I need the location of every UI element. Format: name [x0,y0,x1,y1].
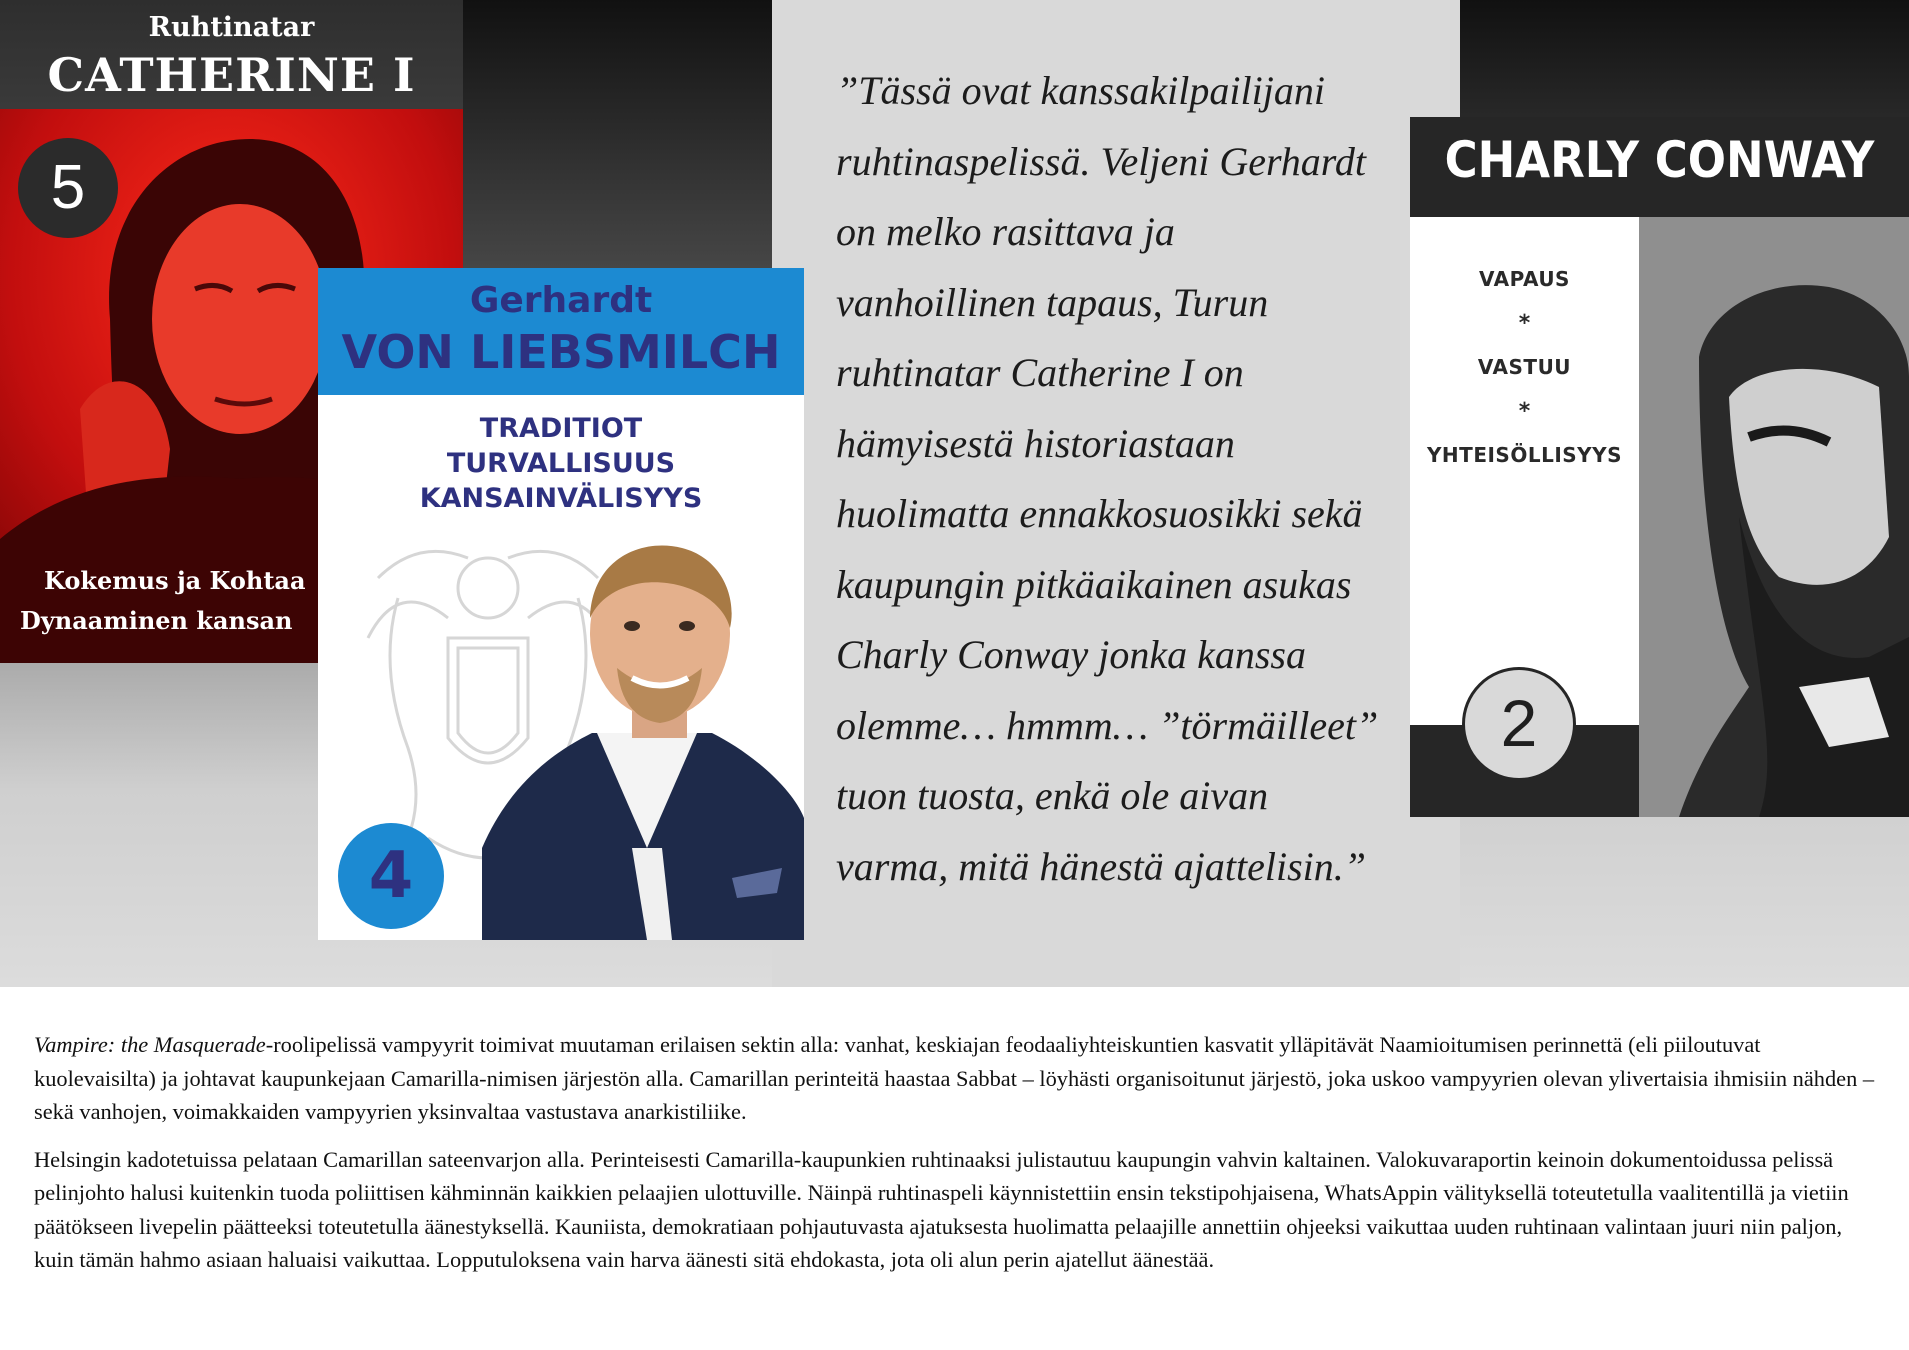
article-paragraph-2: Helsingin kadotetuissa pelataan Camarillan sateenvarjon alla. Perinteisesti Camarilla-kaupunkien ruhtinaaksi julistautuu kaupungin vahvin kaltainen. Valokuvaraportin keinoin dokumentoidussa pelissä pelinjohto halusi kuitenkin tuoda poliittisen kähminnän kaikkien pelaajien ulottuville. Näinpä ruhtinaspeli käynnistettiin ensin tekstipohjaisena, WhatsAppin välityksellä toteutetulla vaalitentillä ja vietiin päätökseen livepelin päätteeksi toteutetulla äänestyksellä. Kauniista, demokratiaan pohjautuvasta ajatuksesta huolimatta pelaajille annettiin ohjeeksi vaikuttaa uuden ruhtinaan valintaan juuri niin paljon, kuin tämän hahmo asiaan haluaisi vaikuttaa. Lopputuloksena vain harva äänesti sitä ehdokasta, jota oli alun perin ajatellut äänestää. [34,1146,1849,1272]
gerhardt-number-badge: 4 [338,823,444,929]
charly-separator-2: * [1518,399,1531,424]
charly-value-2: VASTUU [1477,355,1572,379]
gerhardt-value-3: KANSAINVÄLISYYS [419,483,703,514]
catherine-slogan-line-1: Kokemus ja Kohtaa [44,566,306,595]
gerhardt-last-name: VON LIEBSMILCH [341,325,781,379]
charly-portrait-image [1639,217,1909,817]
catherine-name: CATHERINE I [47,48,416,102]
charly-poster [1410,117,1909,817]
game-title: Vampire: the Masquerade [34,1032,266,1057]
quote-text: ”Tässä ovat kanssakilpailijani ruhtinaspelissä. Veljeni Gerhardt on melko rasittava ja vanhoillinen tapaus, Turun ruhtinatar Catherine I on hämyisestä historiastaan huolimatta ennakkosuosikki sekä kaupungin pitkäaikainen asukas Charly Conway jonka kanssa olemme… hmmm… ”törmäilleet” tuon tuosta, enkä ole aivan varma, mitä hänestä ajattelisin.” [836,68,1379,889]
article-paragraph-1 [34,1028,1884,1129]
gerhardt-poster [318,268,804,940]
charly-value-3: YHTEISÖLLISYYS [1426,443,1623,467]
charly-value-1: VAPAUS [1479,267,1570,291]
charly-number-badge: 2 [1462,667,1576,781]
gerhardt-value-1: TRADITIOT [479,413,643,444]
article-paragraph-1-text: -roolipelissä vampyyrit toimivat muutaman erilaisen sektin alla: vanhat, keskiajan feodaaliyhteiskuntien kasvatit ylläpitävät Naamioitumisen perinnettä (eli piiloutuvat kuolevaisilta) ja johtavat kaupunkejaan Camarilla-nimisen järjestön alla. Camarillan perinteitä haastaa Sabbat – löyhästi organisoitunut järjestö, joka uskoo vampyyrien olevan ylivertaisia ihmisiin nähden – sekä vanhojen, voimakkaiden vampyyrien yksinvaltaa vastustava anarkistiliike. [34,1032,1875,1124]
charly-separator-1: * [1518,311,1531,336]
catherine-slogan-line-2: Dynaaminen kansan [20,606,293,635]
gerhardt-portrait-image [482,518,804,940]
gerhardt-first-name: Gerhardt [469,280,653,321]
article-body [34,1028,1884,1291]
gerhardt-value-2: TURVALLISUUS [446,448,676,479]
catherine-title: Ruhtinatar [148,12,315,43]
catherine-number-badge: 5 [18,138,118,238]
charly-name: CHARLY CONWAY [1444,131,1875,189]
